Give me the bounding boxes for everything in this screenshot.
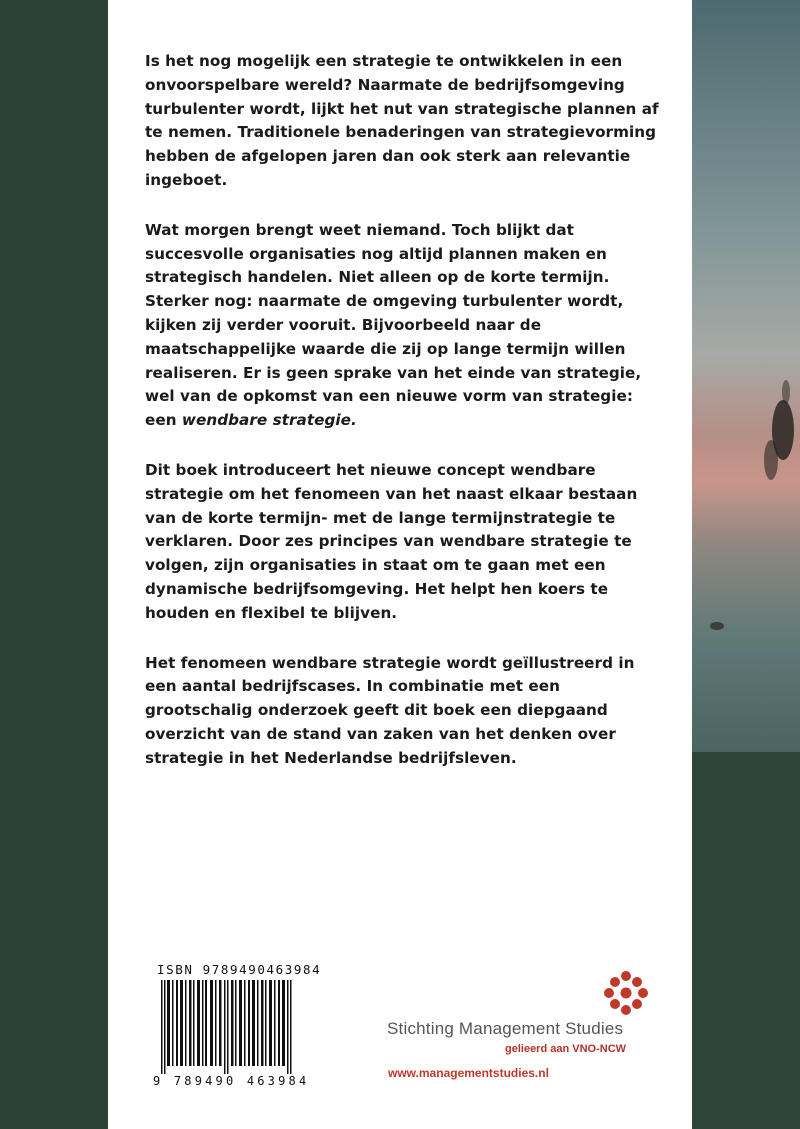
blurb-paragraph-1: Is het nog mogelijk een strategie te ontwikkelen in een onvoorspelbare wereld? Naarmate de bedrijfsomgeving turbulenter wordt, lijkt het nut van strategische plannen af te nemen. Traditionele benaderingen van strategievorming hebben de afgelopen jaren dan ook sterk aan relevantie ingeboet. — [145, 52, 659, 189]
barcode-bars — [153, 980, 303, 1074]
bird-flock — [710, 622, 724, 630]
isbn-barcode — [153, 962, 322, 1092]
barcode-digits: 9 789490 463984 — [153, 1074, 310, 1088]
blurb-emphasis: wendbare strategie. — [181, 411, 357, 430]
bird-flock — [782, 380, 790, 404]
isbn-label: ISBN 9789490463984 — [157, 962, 322, 977]
publisher-url[interactable]: www.managementstudies.nl — [388, 1066, 549, 1080]
flower-dots-logo-icon — [603, 970, 649, 1016]
blurb-text — [145, 50, 665, 797]
publisher-tagline: gelieerd aan VNO-NCW — [505, 1043, 627, 1055]
bird-flock — [764, 440, 778, 480]
cover-spine-band — [0, 0, 108, 1129]
publisher-name: Stichting Management Studies — [387, 1019, 624, 1038]
blurb-paragraph-3: Dit boek introduceert het nieuwe concept wendbare strategie om het fenomeen van het naast elkaar bestaan van de korte termijn- met de lange termijnstrategie te verklaren. Door zes principes van wendbare strategie te volgen, zijn organisaties in staat om te gaan met een dynamische bedrijfsomgeving. Het helpt hen koers te houden en flexibel te blijven. — [145, 460, 638, 622]
blurb-paragraph-2 — [145, 219, 665, 433]
cover-lower-band — [692, 752, 800, 1129]
cover-photo — [692, 0, 800, 752]
blurb-paragraph-2-text: Wat morgen brengt weet niemand. Toch blijkt dat succesvolle organisaties nog altijd plannen maken en strategisch handelen. Niet alleen op de korte termijn. Sterker nog: naarmate de omgeving turbulenter wordt, kijken zij verder vooruit. Bijvoorbeeld naar de maatschappelijke waarde die zij op lange termijn willen realiseren. Er is geen sprake van het einde van strategie, wel van de opkomst van een nieuwe vorm van strategie: een — [145, 220, 642, 430]
back-cover-page — [108, 0, 692, 1129]
blurb-paragraph-4: Het fenomeen wendbare strategie wordt geïllustreerd in een aantal bedrijfscases. In combinatie met een grootschalig onderzoek geeft dit boek een diepgaand overzicht van de stand van zaken van het denken over strategie in het Nederlandse bedrijfsleven. — [145, 653, 635, 767]
